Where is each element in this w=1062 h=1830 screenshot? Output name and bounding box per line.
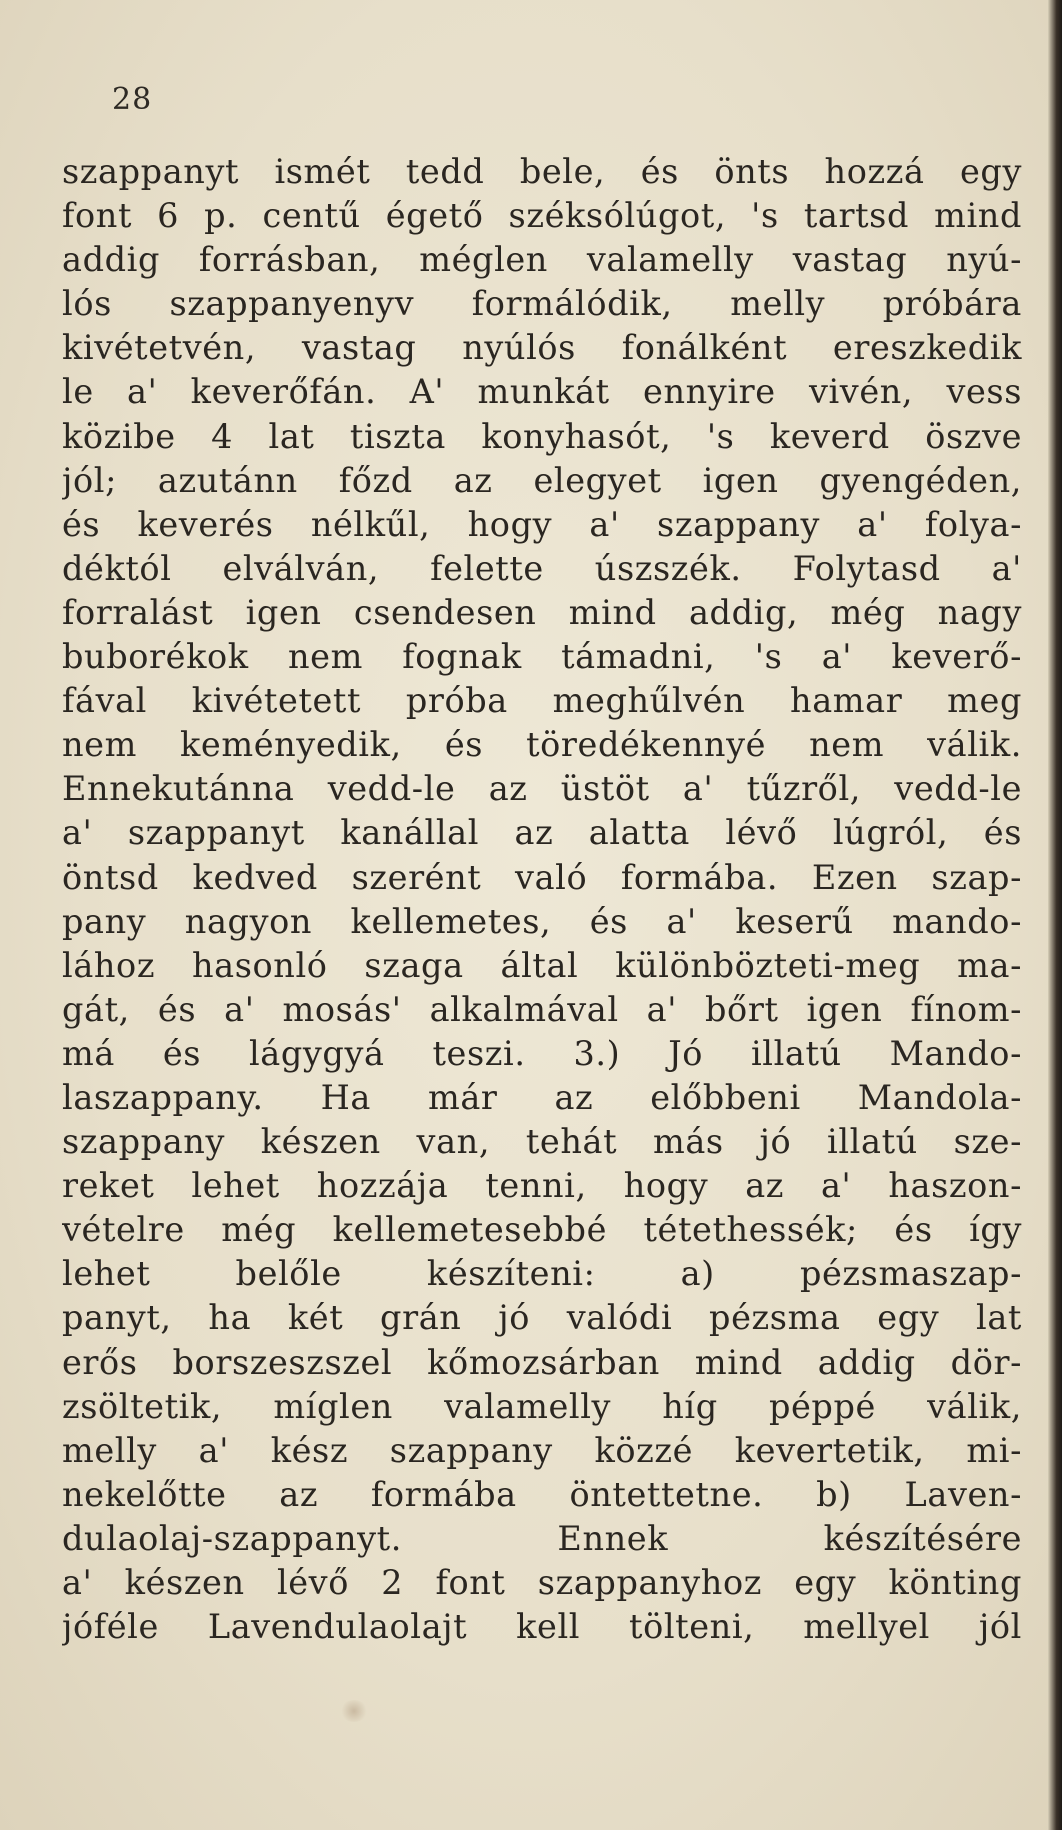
page-edge bbox=[1048, 0, 1062, 1830]
text-line: melly a' kész szappany közzé kevertetik, mi- bbox=[62, 1430, 1022, 1470]
text-line: kivétetvén, vastag nyúlós fonálként ereszkedik bbox=[62, 328, 1022, 368]
text-line: lához hasonló szaga által különbözteti-meg ma- bbox=[62, 945, 1022, 985]
text-line: le a' keverőfán. A' munkát ennyire vivén, vess bbox=[62, 372, 1022, 412]
text-line: má és lágygyá teszi. 3.) Jó illatú Mando- bbox=[62, 1033, 1022, 1073]
text-line: panyt, ha két grán jó valódi pézsma egy lat bbox=[62, 1298, 1022, 1338]
text-line: a' készen lévő 2 font szappanyhoz egy könting bbox=[62, 1563, 1022, 1602]
text-line: lehet belőle készíteni: a) pézsmaszap- bbox=[62, 1254, 1022, 1294]
text-line: laszappany. Ha már az előbbeni Mandola- bbox=[62, 1077, 1022, 1117]
text-line: zsöltetik, míglen valamelly híg péppé válik, bbox=[62, 1386, 1022, 1426]
text-line: szappanyt ismét tedd bele, és önts hozzá egy bbox=[62, 152, 1022, 191]
text-line: jóféle Lavendulaolajt kell tölteni, mellyel jól bbox=[62, 1607, 1022, 1647]
text-line: nem keményedik, és töredékennyé nem válik. bbox=[62, 725, 1022, 765]
text-line: forralást igen csendesen mind addig, még nagy bbox=[62, 592, 1022, 632]
text-line: és keverés nélkűl, hogy a' szappany a' folya- bbox=[62, 504, 1022, 544]
text-line: buborékok nem fognak támadni, 's a' keverő- bbox=[62, 637, 1022, 677]
page-number: 28 bbox=[112, 82, 153, 117]
text-line: déktól elválván, felette úszszék. Folytasd a' bbox=[62, 548, 1022, 588]
text-line: pany nagyon kellemetes, és a' keserű mando- bbox=[62, 901, 1022, 941]
body-text bbox=[62, 150, 1022, 1649]
text-line: Ennekutánna vedd-le az üstöt a' tűzről, vedd-le bbox=[62, 769, 1022, 809]
text-line: reket lehet hozzája tenni, hogy az a' haszon- bbox=[62, 1166, 1022, 1206]
text-line: gát, és a' mosás' alkalmával a' bőrt igen fínom- bbox=[62, 989, 1022, 1029]
text-line: fával kivétetett próba meghűlvén hamar meg bbox=[62, 681, 1022, 721]
text-line: addig forrásban, méglen valamelly vastag nyú- bbox=[62, 240, 1022, 280]
text-line: vételre még kellemetesebbé tétethessék; és így bbox=[62, 1210, 1022, 1250]
text-line: a' szappanyt kanállal az alatta lévő lúgról, és bbox=[62, 813, 1022, 853]
text-line: közibe 4 lat tiszta konyhasót, 's keverd öszve bbox=[62, 416, 1022, 456]
text-line: nekelőtte az formába öntettetne. b) Laven- bbox=[62, 1474, 1022, 1514]
text-line: szappany készen van, tehát más jó illatú sze- bbox=[62, 1122, 1022, 1162]
paper-stain bbox=[340, 1700, 368, 1722]
text-line: jól; azutánn főzd az elegyet igen gyengéden, bbox=[62, 460, 1022, 500]
text-line: lós szappanyenyv formálódik, melly próbára bbox=[62, 284, 1022, 324]
text-line: dulaolaj-szappanyt. Ennek készítésére bbox=[62, 1518, 1022, 1558]
text-line: erős borszeszszel kőmozsárban mind addig dör- bbox=[62, 1342, 1022, 1382]
text-line: font 6 p. centű égető széksólúgot, 's tartsd mind bbox=[62, 196, 1022, 236]
text-line: öntsd kedved szerént való formába. Ezen szap- bbox=[62, 857, 1022, 897]
